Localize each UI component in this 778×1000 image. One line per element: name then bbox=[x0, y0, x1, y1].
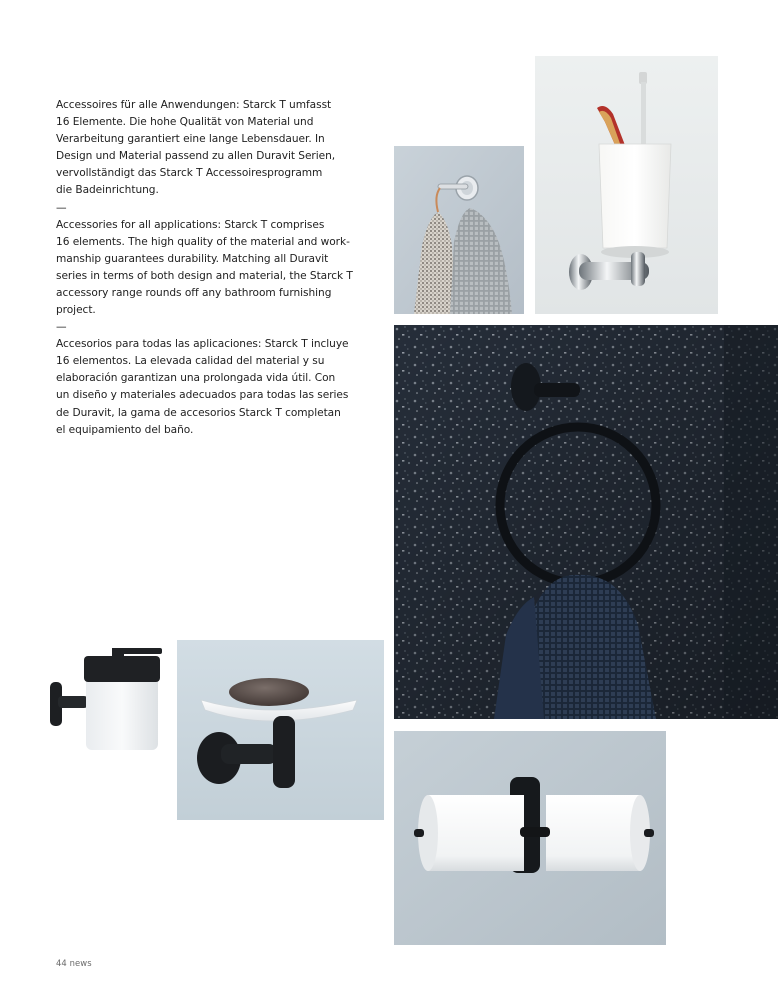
german-paragraph: Accessoires für alle Anwendungen: Starck T umfasst 16 Elemente. Die hohe Qualität von Material und Verarbeitung garantiert eine lange Lebensdauer. In Design und Material passend zu allen Duravit Serien, vervollständigt das Starck T Accessoiresprogramm die Badeinrichtung. bbox=[56, 99, 336, 197]
tumbler-photo bbox=[535, 56, 718, 314]
soap-dispenser-photo bbox=[38, 640, 168, 750]
text-block bbox=[56, 97, 372, 439]
soap-dish-photo bbox=[177, 640, 384, 820]
language-divider: — bbox=[56, 201, 67, 214]
english-paragraph: Accessories for all applications: Starck T comprises 16 elements. The high quality of the material and work- manship guarantees durability. Matching all Duravit series in terms of both design and material, the Starck T accessory range rounds off any bathroom furnishing project. bbox=[56, 218, 353, 317]
towel-ring-photo bbox=[394, 325, 778, 719]
language-divider: — bbox=[56, 321, 67, 334]
spanish-paragraph: Accesorios para todas las aplicaciones: Starck T incluye 16 elementos. La elevada calidad del material y su elaboración garantizan una prolongada vida útil. Con un diseño y materiales adecuados para todas las series de Duravit, la gama de accesorios Starck T completan el equipamiento del baño. bbox=[56, 338, 349, 436]
page-footer: 44 news bbox=[56, 958, 92, 968]
paper-holder-photo bbox=[394, 731, 666, 945]
towel-hook-photo bbox=[394, 146, 524, 314]
